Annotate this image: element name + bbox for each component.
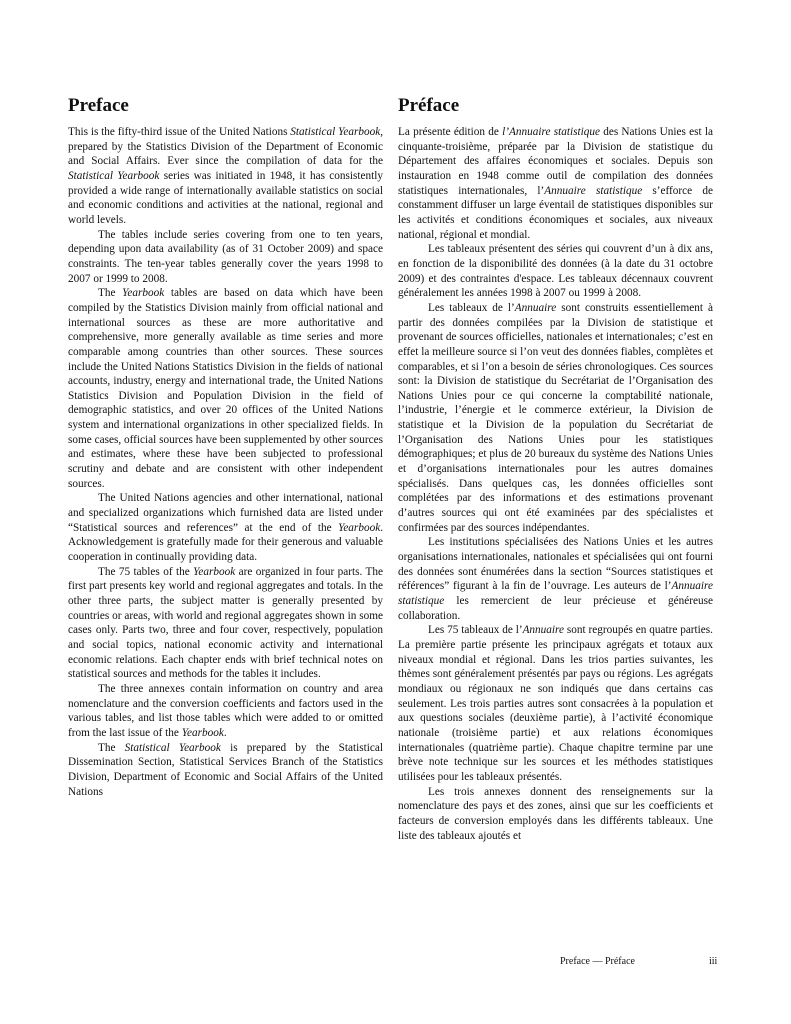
italic-title-run: Statistical Yearbook	[290, 126, 381, 138]
text-run: Les trois annexes donnent des renseignements sur la nomenclature des pays et des zones, ainsi que sur les coefficients et facteurs de conversion employés dans les différents tableaux. Une liste des tableaux ajoutés et	[398, 785, 713, 842]
text-run: The United Nations agencies and other international, national and specialized organizations which furnished data are listed under “Statistical sources and references” at the end of the	[68, 492, 383, 534]
text-run: s’efforce de constamment diffuser un large éventail de statistiques disponibles sur les activités et conditions économiques et sociales, aux niveaux national, régional et mondial.	[398, 184, 713, 241]
english-paragraph-2	[68, 228, 383, 287]
french-paragraph-2	[398, 242, 713, 301]
italic-title-run: Annuaire	[522, 624, 565, 637]
running-title: Preface — Préface	[560, 956, 635, 967]
italic-title-run: Statistical Yearbook	[68, 169, 160, 182]
page-number: iii	[709, 956, 718, 967]
text-run: The	[98, 741, 125, 754]
text-run: This is the fifty-third issue of the United Nations	[68, 126, 291, 138]
text-run: Les tableaux de l’	[428, 301, 515, 314]
italic-title-run: l’Annuaire statistique	[502, 126, 600, 138]
french-paragraph-5	[398, 623, 713, 784]
italic-title-run: Yearbook	[181, 726, 224, 739]
italic-title-run: Yearbook	[122, 287, 165, 300]
text-run: Les 75 tableaux de l’	[428, 624, 523, 637]
italic-title-run: Statistical Yearbook	[124, 741, 221, 754]
text-run: tables are based on data which have been compiled by the Statistics Division mainly from official national and international sources as these are more authoritative and comprehensive, more generally available as time series and more comparable among countries than other sources. These sources include the United Nations Statistics Division in the fields of national accounts, industry, energy and international trade, the United Nations Statistics Division and Population Division in the field of demographic statistics, and over 20 offices of the United Nations system and international organizations in other specialized fields. In some cases, official sources have been supplemented by other sources and estimates, where these have been subjected to professional scrutiny and debate and are consistent with other independent sources.	[68, 287, 384, 490]
text-run: Les tableaux présentent des séries qui couvrent d’un à dix ans, en fonction de la disponibilité des données (à la date du 31 octobre 2009) et des contraintes d'espace. Les tableaux décennaux couvrent généralement les années 1998 à 2007 ou 1999 à 2008.	[398, 243, 713, 300]
text-run: les remercient de leur précieuse et généreuse collaboration.	[398, 595, 713, 622]
english-paragraph-4	[68, 491, 383, 564]
french-paragraph-4	[398, 535, 713, 623]
english-paragraph-5	[68, 565, 383, 682]
english-paragraph-1	[68, 125, 383, 228]
page-footer	[560, 956, 730, 968]
italic-title-run: Annuaire statistique	[544, 184, 643, 197]
italic-title-run: Yearbook	[338, 521, 381, 534]
text-run: The three annexes contain information on country and area nomenclature and the conversion coefficients and factors used in the various tables, and list those tables which were added to or omitted from the last issue of the	[68, 682, 383, 739]
text-run: sont construits essentiellement à partir des données compilées par la Division de statistique et provenant de sources officielles, nationales et internationales; c’est en effet la meilleure source si l’on veut des données fiables, complètes et comparables, et si l’on a besoin de séries chronologiques. Ces sources sont: la Division de statistique du Secrétariat de l’Organisation des Nations Unies pour ce qui concerne la comptabilité nationale, l’industrie, l’énergie et le commerce extérieur, la Division de statistique et la Division de la population du Secrétariat de l’Organisation des Nations Unies pour les statistiques démographiques; et plus de 20 bureaux du système des Nations Unies et d’organisations internationales pour les autres domaines spécialisés. Dans quelques cas, les données officielles sont complétées par des informations et des estimations provenant d’autres sources qui ont été examinées par des spécialistes et confirmées par des sources indépendantes.	[398, 301, 713, 534]
text-run: The tables include series covering from one to ten years, depending upon data availability (as of 31 October 2009) and space constraints. The ten-year tables generally cover the years 1998 to 2007 or 1999 to 2008.	[68, 228, 383, 285]
italic-title-run: Annuaire statistique	[398, 580, 713, 607]
italic-title-run: Yearbook	[193, 565, 236, 578]
text-run: The	[98, 287, 123, 300]
italic-title-run: Annuaire	[514, 301, 557, 314]
english-paragraph-6	[68, 682, 383, 741]
text-run: La présente édition de	[398, 126, 503, 138]
text-run: are organized in four parts. The first part presents key world and regional aggregates and totals. In the other three parts, the subject matter is generally presented by countries or areas, with world and regional aggregates shown in some cases only. Parts two, three and four cover, respectively, population and social topics, national economic activity and international economic relations. Each chapter ends with brief technical notes on statistical sources and methods for the tables it includes.	[68, 565, 383, 681]
french-paragraph-1	[398, 125, 713, 242]
french-column	[398, 94, 713, 843]
french-paragraph-3	[398, 301, 713, 536]
text-run: Les institutions spécialisées des Nations Unies et les autres organisations internationales, nationales et spécialisées qui ont fourni des données sont énumérées dans la section “Sources statistiques et références” figurant à la fin de l’ouvrage. Les auteurs de l’	[398, 536, 713, 593]
english-paragraph-3	[68, 286, 383, 491]
text-run: des Nations Unies est la cinquante-troisième, préparée par la Division de statistique du Département des affaires économiques et sociales. Depuis son instauration en 1948 comme outil de compilation des données statistiques internationales, l’	[398, 126, 713, 197]
english-paragraph-7	[68, 741, 383, 800]
text-run: . Acknowledgement is gratefully made for their generous and valuable cooperation in continually providing data.	[68, 521, 383, 564]
english-column	[68, 94, 383, 799]
french-heading: Préface	[398, 95, 460, 116]
text-run: is prepared by the Statistical Dissemination Section, Statistical Services Branch of the Statistics Division, Department of Economic and Social Affairs of the United Nations	[68, 741, 383, 798]
english-heading: Preface	[68, 95, 129, 116]
text-run: series was initiated in 1948, it has consistently provided a wide range of internationally available statistics on social and economic conditions and activities at the national, regional and world levels.	[68, 169, 384, 226]
text-run: sont regroupés en quatre parties. La première partie présente les principaux agrégats et totaux aux niveaux mondial et régional. Dans les trios parties suivantes, les thèmes sont généralement présentés par pays ou régions. Les agrégats mondiaux ou régionaux ne son indiqués que dans certains cas seulement. Les trois parties autres sont consacrées à la population et aux questions sociales (deuxième partie), à l’activité économique nationale (troisième partie) et aux relations économiques internationales (quatrième partie). Chaque chapitre termine par une brève note technique sur les sources et les méthodes statistiques utilisées pour les tableaux présentés.	[398, 624, 713, 783]
french-paragraph-6	[398, 785, 713, 844]
text-run: The 75 tables of the	[98, 565, 194, 578]
text-run: , prepared by the Statistics Division of the Department of Economic and Social Affairs. Ever since the compilation of data for the	[68, 126, 384, 168]
text-run: .	[223, 726, 227, 739]
